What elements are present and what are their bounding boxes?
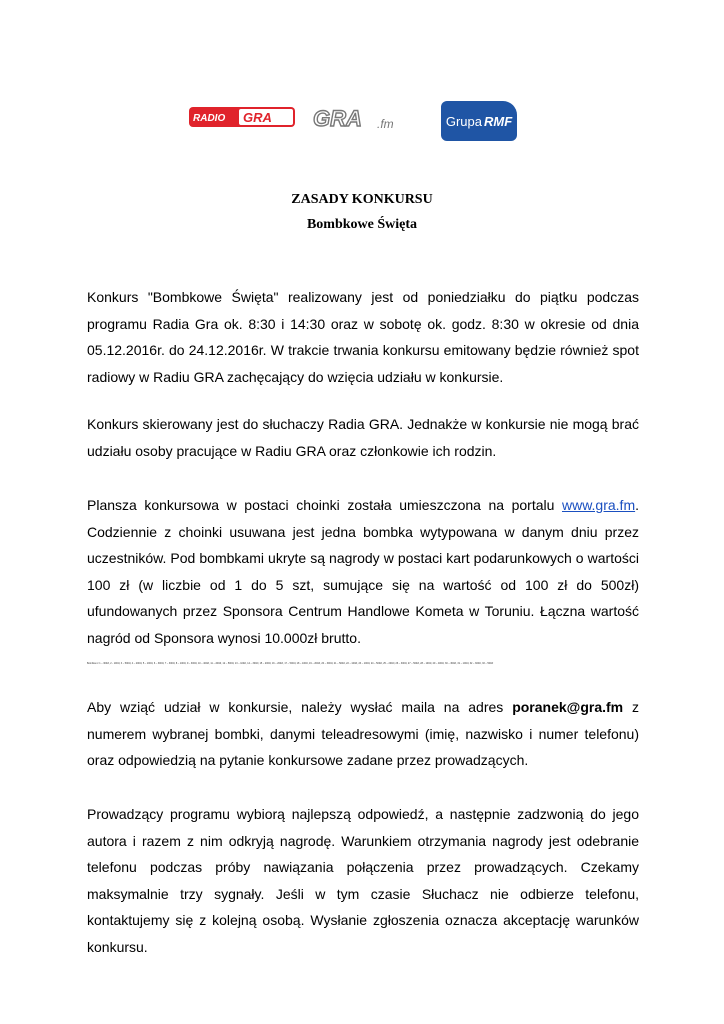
prizes-text-start: Plansza konkursowa w postaci choinki została umieszczona na portalu	[87, 497, 562, 513]
how-to-enter-text-start: Aby wziąć udział w konkursie, należy wysłać maila na adres	[87, 699, 513, 715]
gra-fm-link[interactable]: www.gra.fm	[561, 497, 636, 513]
paragraph-winner-selection: Prowadzący programu wybiorą najlepszą odpowiedź, a następnie zadzwonią do jego autora i razem z nim odkryją nagrodę. Warunkiem otrzymania nagrody jest odebranie telefonu podczas próby nawiązania połączenia przez prowadzących. Czekamy maksymalnie trzy sygnały. Jeśli w tym czasie Słuchacz nie odbierze telefonu, kontaktujemy się z kolejną osobą. Wysłanie zgłoszenia oznacza akceptację warunków konkursu.	[87, 806, 639, 955]
paragraph-how-to-enter	[87, 694, 639, 774]
gra-fm-logo	[313, 106, 413, 132]
document-subtitle: Bombkowe Święta	[306, 217, 418, 232]
paragraph-contest-schedule: Konkurs "Bombkowe Święta" realizowany jest od poniedziałku do piątku podczas programu Radia Gra ok. 8:30 i 14:30 oraz w sobotę ok. godz. 8:30 w okresie od dnia 05.12.2016r. do 24.12.2016r. W trakcie trwania konkursu emitowany będzie również spot radiowy w Radiu GRA zachęcający do wzięcia udziału w konkursie.	[87, 289, 639, 385]
document-title: ZASADY KONKURSU	[291, 192, 433, 207]
gra-fm-logo-text: GRA	[313, 106, 362, 131]
paragraph-eligibility: Konkurs skierowany jest do słuchaczy Radia GRA. Jednakże w konkursie nie mogą brać udziału osoby pracujące w Radiu GRA oraz członkowie ich rodzin.	[87, 416, 639, 459]
grupa-rmf-logo	[441, 101, 517, 141]
grupa-rmf-prefix: Grupa	[445, 113, 482, 129]
gra-fm-logo-suffix: .fm	[377, 117, 394, 131]
radio-gra-logo-text-gra: GRA	[243, 110, 272, 125]
paragraph-prizes	[87, 492, 639, 651]
bauble-prize-list: Bombka nr 1 – 300zł, 2 - 100zł, 3 – 500zł, 4 – 200zł, 5 – 100zł, 6 – 300zł, 7 – 300zł, 8 – 100zł, 9 – 300zł, 10 – 400zł, 11 – 200zł, 12 – 500zł, 13 – 100zł, 14 – 300zł, 15 – 200zł, 16 – 200zł, 17 – 500zł, 18 – 100zł, 19 – 200zł, 20 – 300zł, 21 – 500zł, 22 – 100zł, 23 – 100zł, 24 – 500zł, 25 – 200zł, 26 – 300zł, 27 – 500zł, 28 – 100zł, 29 – 400zł, 30 – 300zł, 31 – 100zł, 32 – 300zł, 33 – 500zł	[87, 662, 494, 665]
prizes-text-end: . Codziennie z choinki usuwana jest jedna bombka wytypowana w danym dniu przez uczestników. Pod bombkami ukryte są nagrody w postaci kart podarunkowych o wartości 100 zł (w liczbie od 1 do 5 szt, sumujące się na wartość od 100 zł do 500zł) ufundowanych przez Sponsora Centrum Handlowe Kometa w Toruniu. Łączna wartość nagród od Sponsora wynosi 10.000zł brutto.	[87, 497, 639, 646]
how-to-enter-text-end: z numerem wybranej bombki, danymi teleadresowymi (imię, nazwisko i numer telefonu) oraz odpowiedzią na pytanie konkursowe zadane przez prowadzących.	[87, 699, 640, 768]
contact-email: poranek@gra.fm	[512, 699, 624, 715]
grupa-rmf-brand: RMF	[483, 113, 513, 129]
radio-gra-logo	[187, 106, 297, 128]
logo-bar	[0, 100, 724, 142]
radio-gra-logo-text-radio: RADIO	[193, 113, 226, 124]
